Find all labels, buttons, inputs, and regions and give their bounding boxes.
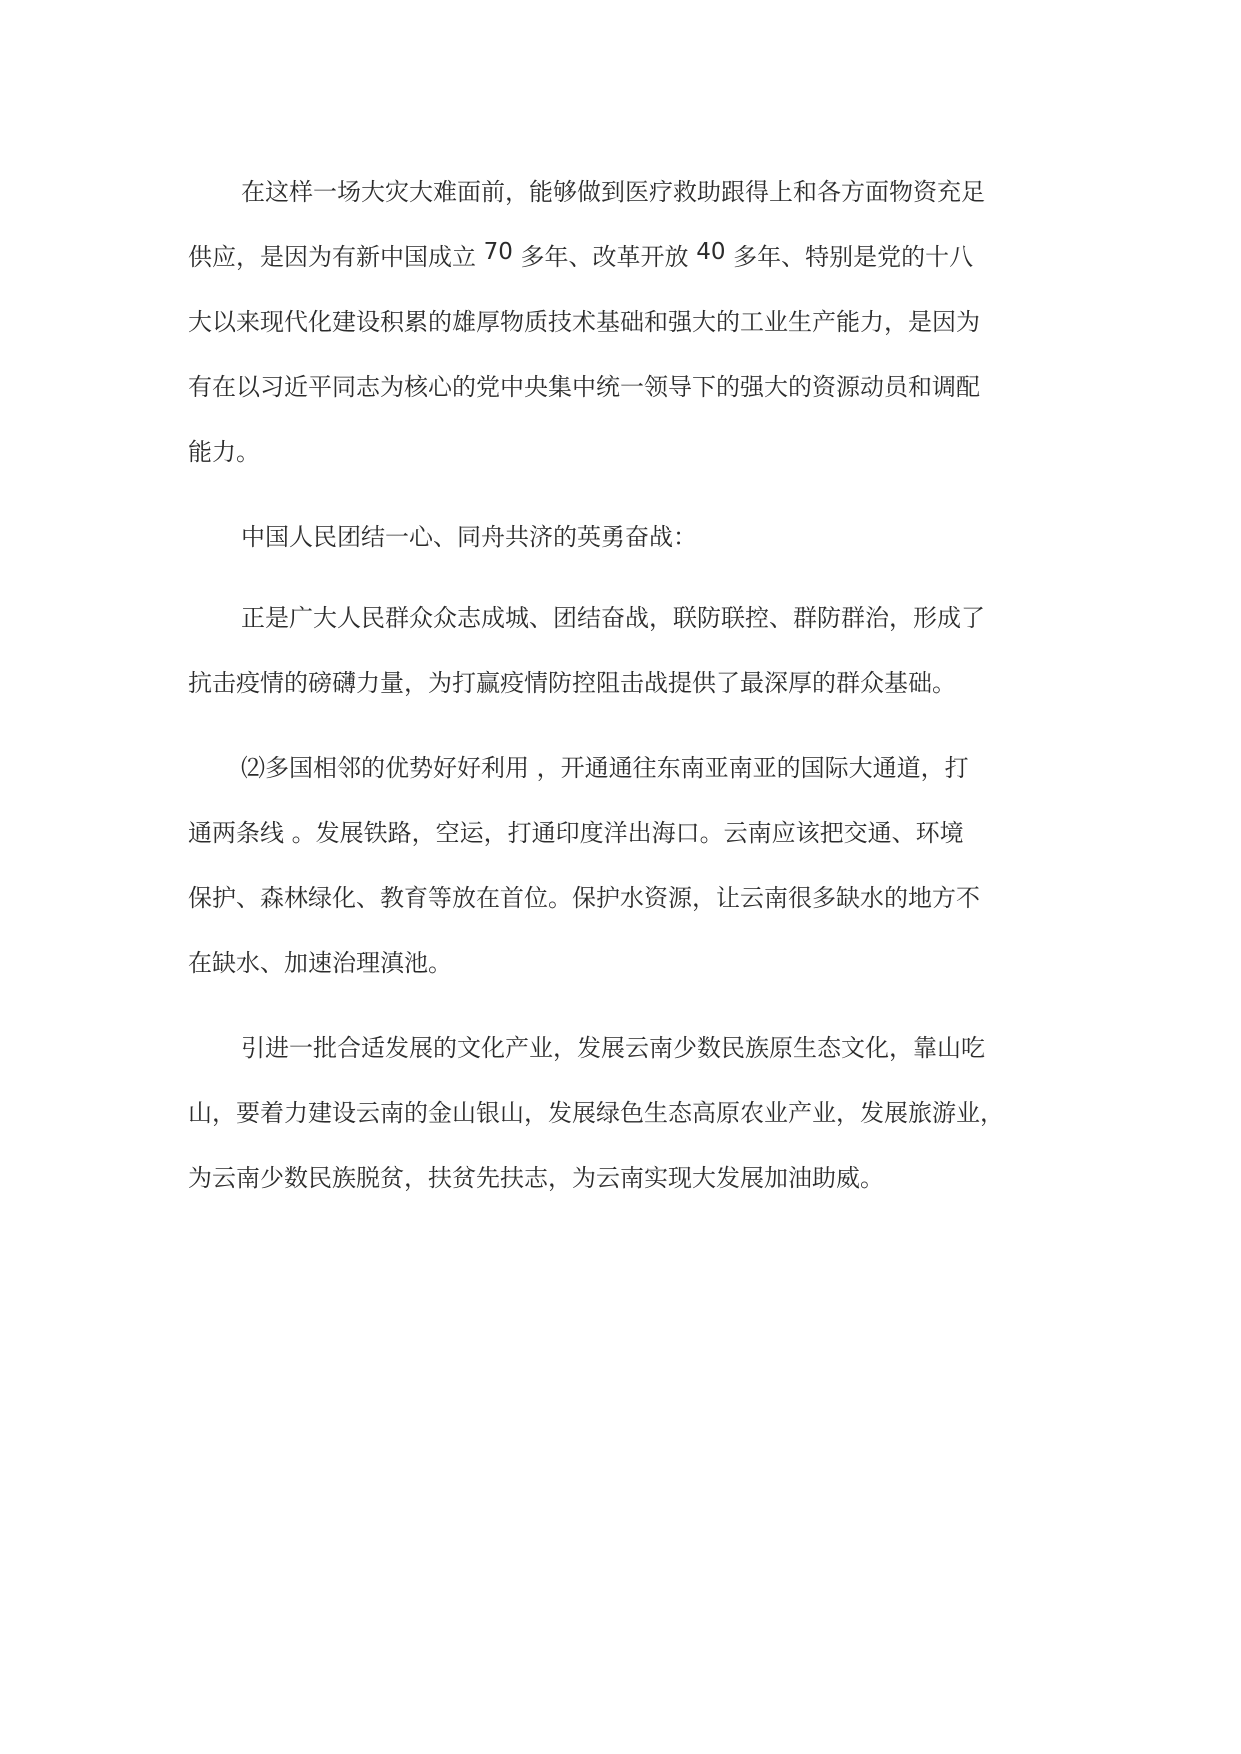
paragraph-medical-supplies [188, 160, 1068, 485]
text-line: 抗击疫情的磅礴力量，为打赢疫情防控阻击战提供了最深厚的群众基础。 [188, 669, 956, 697]
paragraph-gap [188, 570, 1068, 586]
text-line: 保护、森林绿化、教育等放在首位。保护水资源，让云南很多缺水的地方不 [188, 884, 980, 912]
paragraph-culture-industry [188, 1016, 1068, 1211]
document-body [188, 160, 1068, 1211]
paragraph-people-united [188, 505, 1068, 570]
text-line: 为云南少数民族脱贫，扶贫先扶志，为云南实现大发展加油助威。 [188, 1164, 884, 1192]
text-line: 大以来现代化建设积累的雄厚物质技术基础和强大的工业生产能力，是因为 [188, 308, 980, 336]
paragraph-masses-fight [188, 586, 1068, 716]
text-line: 能力。 [188, 438, 260, 466]
text-line: 中国人民团结一心、同舟共济的英勇奋战： [241, 523, 697, 551]
text-line: 山，要着力建设云南的金山银山，发展绿色生态高原农业产业，发展旅游业， [188, 1099, 1004, 1127]
paragraph-gap [188, 716, 1068, 736]
text-line: 正是广大人民群众众志成城、团结奋战，联防联控、群防群治，形成了 [241, 604, 985, 632]
text-line: 引进一批合适发展的文化产业，发展云南少数民族原生态文化，靠山吃 [241, 1034, 985, 1062]
paragraph-gap [188, 996, 1068, 1016]
number-70: 70 [483, 239, 513, 265]
text-line: 通两条线 。发展铁路，空运，打通印度洋出海口。云南应该把交通、环境 [188, 819, 964, 847]
text-segment: 多年、改革开放 [512, 243, 697, 271]
text-segment: 供应，是因为有新中国成立 [188, 243, 484, 271]
paragraph-yunnan-channels [188, 736, 1068, 996]
number-40: 40 [696, 239, 726, 265]
text-line: ⑵多国相邻的优势好好利用 ，开通通往东南亚南亚的国际大通道，打 [241, 754, 969, 782]
text-line: 在缺水、加速治理滇池。 [188, 949, 452, 977]
paragraph-gap [188, 485, 1068, 505]
text-segment: 多年、特别是党的十八 [725, 243, 974, 271]
text-line [188, 225, 1068, 290]
text-line: 在这样一场大灾大难面前，能够做到医疗救助跟得上和各方面物资充足 [241, 178, 985, 206]
text-line: 有在以习近平同志为核心的党中央集中统一领导下的强大的资源动员和调配 [188, 373, 980, 401]
